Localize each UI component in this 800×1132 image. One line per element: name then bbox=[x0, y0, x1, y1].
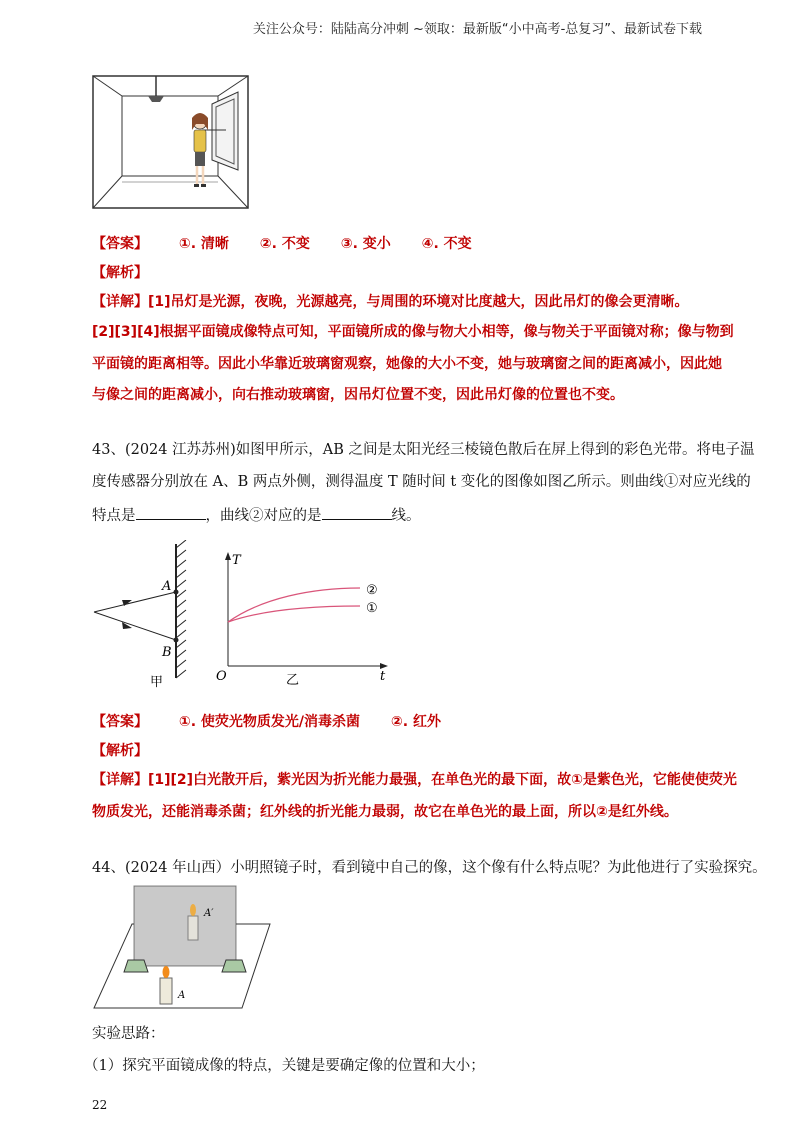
q43-blank-2[interactable] bbox=[322, 505, 392, 520]
q43-blank-1[interactable] bbox=[136, 505, 206, 520]
fig-candle-label-A: A bbox=[178, 990, 186, 1001]
q43-line-3-a: 特点是 bbox=[92, 508, 136, 524]
q42-detail-line-4: 与像之间的距离减小，向右推动玻璃窗，因吊灯位置不变，因此吊灯像的位置也不变。 bbox=[92, 387, 624, 403]
q42-answer-1: ①. 清晰 bbox=[178, 236, 229, 252]
q43-detail-line-2: 物质发光，还能消毒杀菌；红外线的折光能力最弱，故它在单色光的最上面，所以②是红外线。 bbox=[92, 804, 678, 820]
figure-candle-mirror bbox=[92, 884, 272, 1012]
q43-detail-line-1: 【详解】[1][2]白光散开后，紫光因为折光能力最强，在单色光的最下面，故①是紫色光，它能使使荧光 bbox=[92, 772, 737, 788]
fig-yi-caption: 乙 bbox=[286, 673, 300, 688]
q43-line-3-b: ，曲线②对应的是 bbox=[205, 508, 322, 524]
figure-jia bbox=[92, 540, 202, 690]
q43-answer-row bbox=[92, 712, 441, 732]
q42-answer-3: ③. 变小 bbox=[340, 236, 391, 252]
page-number: 22 bbox=[92, 1098, 108, 1112]
curve-2 bbox=[228, 588, 360, 622]
figure-yi bbox=[212, 548, 397, 688]
q43-line-3-c: 线。 bbox=[391, 508, 421, 524]
q42-detail-line-1: 【详解】[1]吊灯是光源，夜晚，光源越亮，与周围的环境对比度越大，因此吊灯的像会更清晰。 bbox=[92, 294, 689, 310]
q44-line-1: 44、(2024 年山西）小明照镜子时，看到镜中自己的像，这个像有什么特点呢？为此他进行了实验探究。 bbox=[92, 860, 767, 876]
curve-1 bbox=[228, 606, 360, 622]
q44-idea: 实验思路： bbox=[92, 1026, 165, 1042]
q42-answer-tag: 【答案】 bbox=[92, 236, 148, 252]
q42-answer-2: ②. 不变 bbox=[259, 236, 310, 252]
q43-line-3 bbox=[92, 505, 421, 526]
room-figure bbox=[92, 72, 252, 212]
q43-line-1: 43、(2024 江苏苏州)如图甲所示，AB 之间是太阳光经三棱镜色散后在屏上得到的彩色光带。将电子温 bbox=[92, 442, 755, 458]
fig-yi-curve-2-label: ② bbox=[366, 583, 378, 598]
q42-answer-4: ④. 不变 bbox=[421, 236, 472, 252]
q42-analysis-tag: 【解析】 bbox=[92, 265, 148, 281]
q43-answer-1: ①. 使荧光物质发光/消毒杀菌 bbox=[178, 714, 361, 730]
fig-yi-label-T: T bbox=[232, 553, 241, 568]
q44-step-1: （1）探究平面镜成像的特点，关键是要确定像的位置和大小； bbox=[84, 1058, 485, 1074]
q43-line-2: 度传感器分别放在 A、B 两点外侧，测得温度 T 随时间 t 变化的图像如图乙所示。则曲线①对应光线的 bbox=[92, 474, 751, 490]
fig-yi-curve-1-label: ① bbox=[366, 601, 378, 616]
fig-candle-label-A-prime: A′ bbox=[204, 908, 214, 919]
q43-analysis-tag: 【解析】 bbox=[92, 743, 148, 759]
q42-answer-row bbox=[92, 234, 472, 254]
header-text: 关注公众号：陆陆高分冲刺 ~领取：最新版“小中高考-总复习”、最新试卷下载 bbox=[252, 22, 702, 37]
fig-yi-label-O: O bbox=[216, 669, 227, 684]
q42-detail-line-2: [2][3][4]根据平面镜成像特点可知，平面镜所成的像与物大小相等，像与物关于平面镜对称；像与物到 bbox=[92, 324, 734, 340]
fig-jia-caption: 甲 bbox=[150, 675, 164, 690]
q43-answer-tag: 【答案】 bbox=[92, 714, 148, 730]
fig-yi-label-t: t bbox=[380, 669, 386, 684]
q43-answer-2: ②. 红外 bbox=[390, 714, 441, 730]
fig-jia-label-B: B bbox=[162, 645, 172, 660]
q42-detail-line-3: 平面镜的距离相等。因此小华靠近玻璃窗观察，她像的大小不变，她与玻璃窗之间的距离减小，因此她 bbox=[92, 356, 722, 372]
fig-jia-label-A: A bbox=[162, 579, 172, 594]
